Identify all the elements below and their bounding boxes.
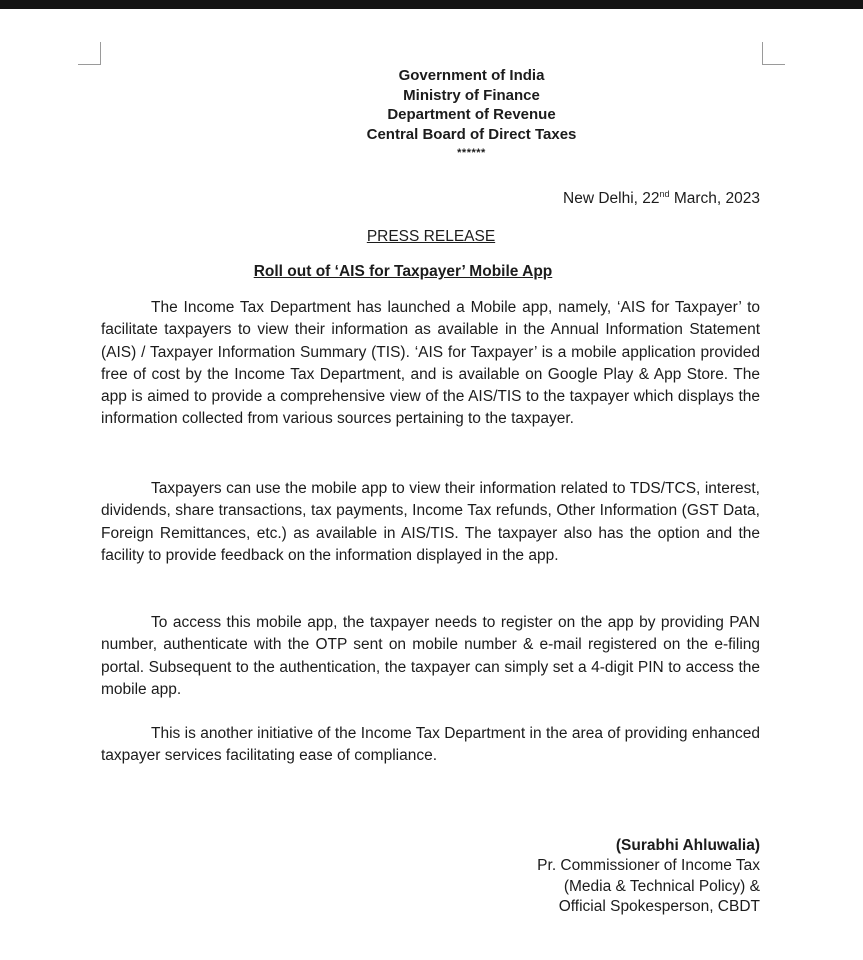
body-paragraph-2: Taxpayers can use the mobile app to view their information related to TDS/TCS, interest, dividends, share transactions, tax payments, Income Tax refunds, Other Information (GST Data, Foreign Remittances, etc.) as available in AIS/TIS. The taxpayer also has the option and the facility to provide feedback on the information displayed in the app. <box>101 480 760 564</box>
signatory-department: (Media & Technical Policy) & <box>563 877 760 895</box>
body-paragraph-4: This is another initiative of the Income Tax Department in the area of providing enhanced taxpayer services facilitating ease of compliance. <box>101 725 760 765</box>
letterhead-ministry: Ministry of Finance <box>403 86 540 104</box>
letterhead-board: Central Board of Direct Taxes <box>366 125 577 143</box>
signature-block <box>537 836 760 917</box>
signatory-name: (Surabhi Ahluwalia) <box>615 837 760 854</box>
press-release-heading: PRESS RELEASE <box>366 228 496 245</box>
signatory-role: Official Spokesperson, CBDT <box>558 897 760 915</box>
top-border-bar <box>0 0 863 9</box>
letterhead <box>0 66 863 162</box>
body-paragraph-1: The Income Tax Department has launched a Mobile app, namely, ‘AIS for Taxpayer’ to facilitate taxpayers to view their information as available in the Annual Information Statement (AIS) / Taxpayer Information Summary (TIS). ‘AIS for Taxpayer’ is a mobile application provided free of cost by the Income Tax Department, and is available on Google Play & App Store. The app is aimed to provide a comprehensive view of the AIS/TIS to the taxpayer which displays the information collected from various sources pertaining to the taxpayer. <box>101 299 760 428</box>
letterhead-separator: ****** <box>457 147 486 159</box>
dateline-month-year: March, 2023 <box>669 190 760 207</box>
letterhead-department: Department of Revenue <box>387 106 556 123</box>
letterhead-government: Government of India <box>398 67 545 84</box>
page-corner-mark-left <box>78 42 101 65</box>
dateline <box>563 190 760 208</box>
dateline-day-suffix: nd <box>659 189 670 199</box>
page-corner-mark-right <box>762 42 785 65</box>
body-paragraph-3: To access this mobile app, the taxpayer needs to register on the app by providing PAN number, authenticate with the OTP sent on mobile number & e-mail registered on the e-filing portal. Subsequent to the authentication, the taxpayer can simply set a 4-digit PIN to access the mobile app. <box>101 614 760 698</box>
dateline-place-day: New Delhi, 22 <box>563 190 660 207</box>
subject-line: Roll out of ‘AIS for Taxpayer’ Mobile App <box>253 263 553 280</box>
signatory-title: Pr. Commissioner of Income Tax <box>537 857 760 875</box>
